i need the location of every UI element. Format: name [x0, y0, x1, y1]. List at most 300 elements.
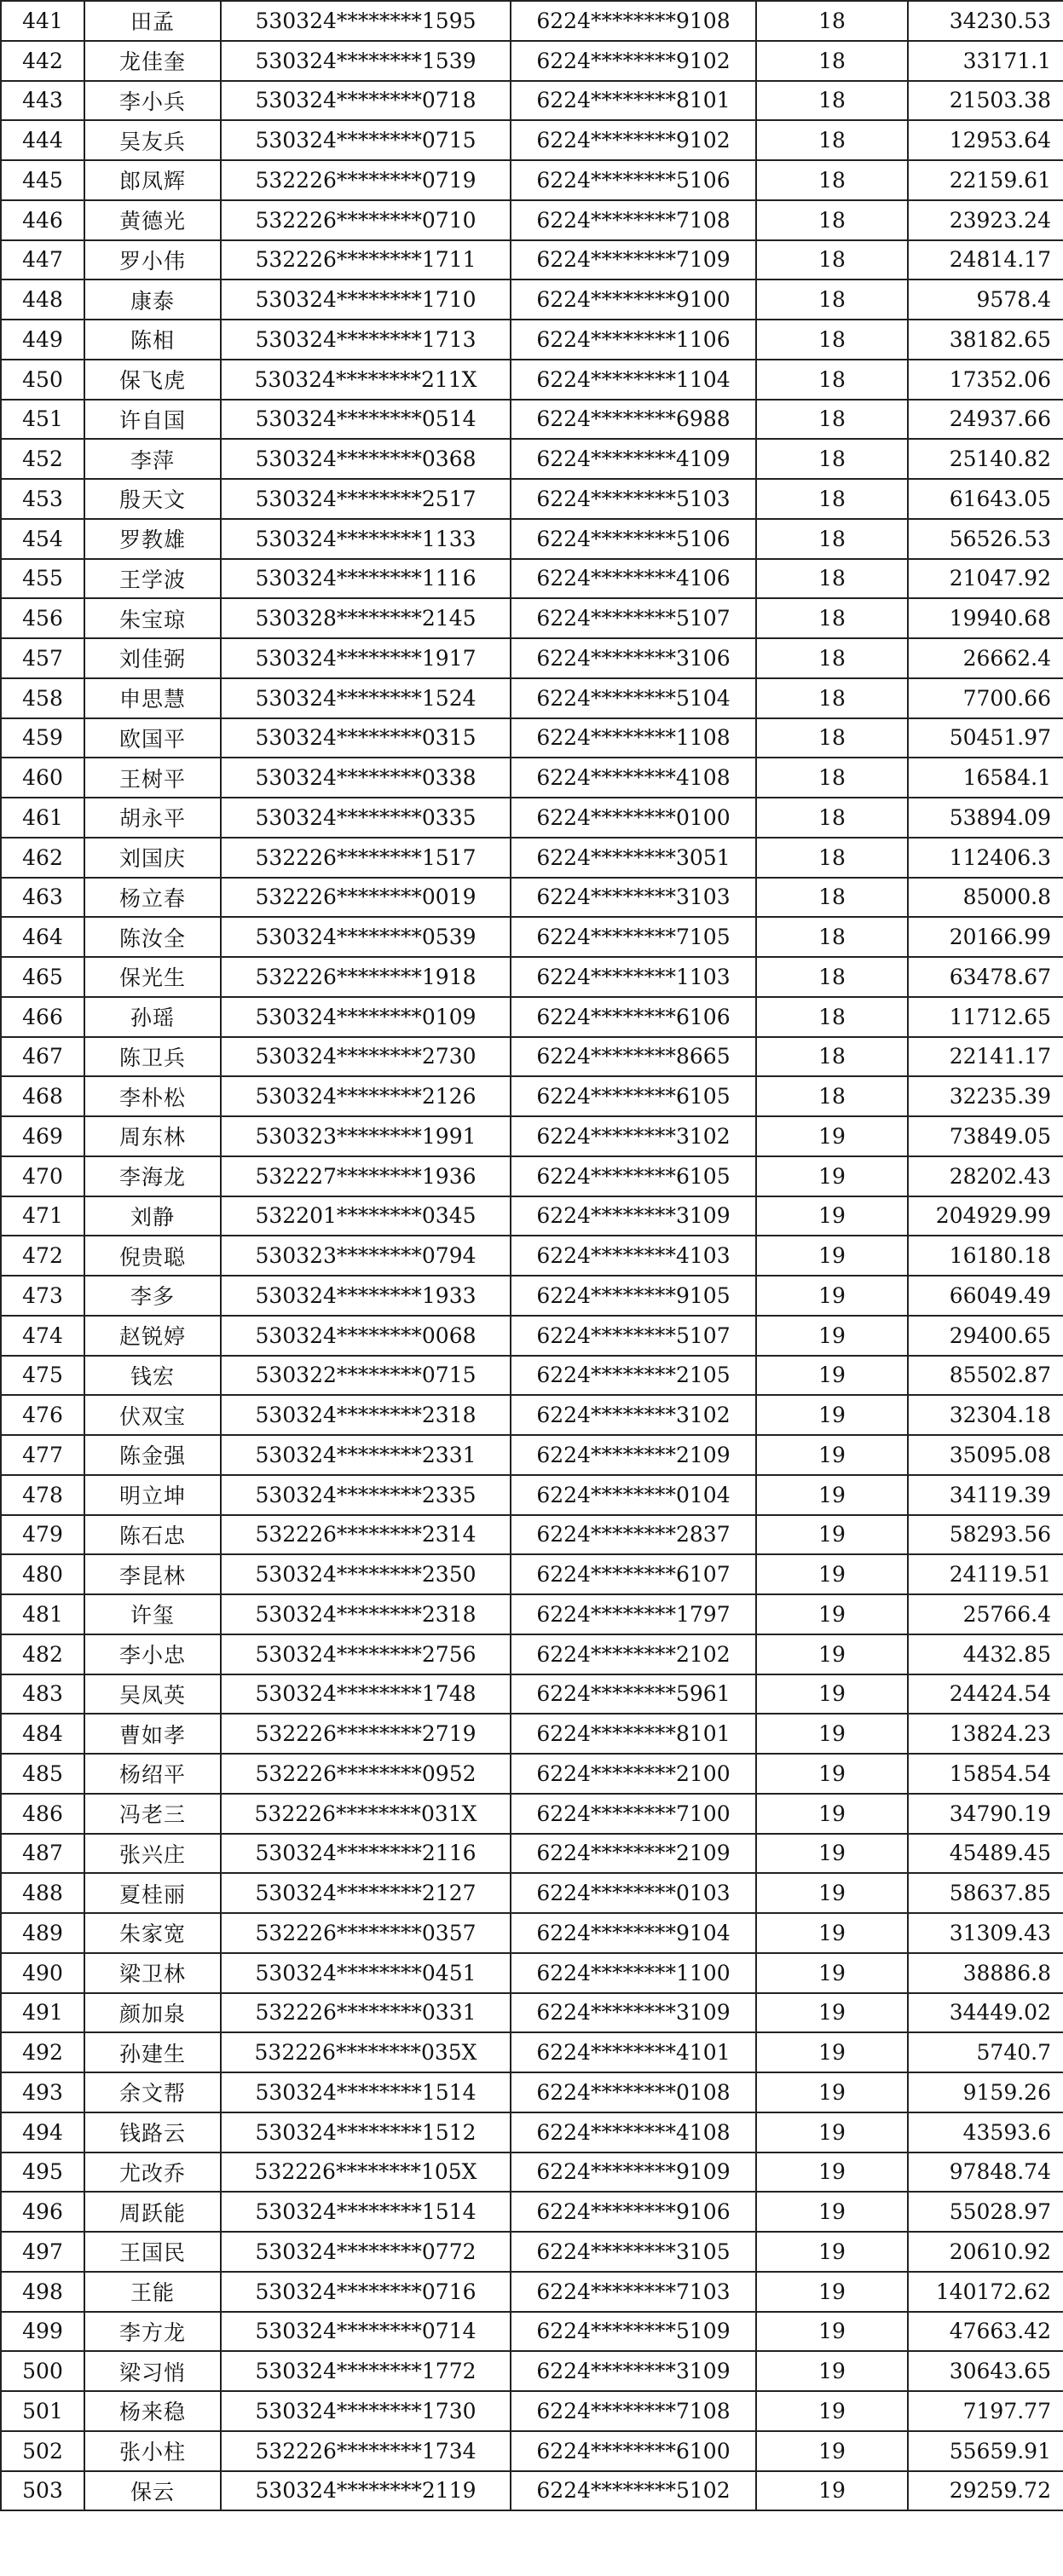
group-cell: 19	[756, 2152, 908, 2193]
amount-cell: 34790.19	[908, 1794, 1063, 1834]
table-row	[1, 1674, 1063, 1714]
name-cell: 保光生	[84, 957, 221, 997]
table-row	[1, 1953, 1063, 1993]
group-cell: 19	[756, 1594, 908, 1634]
amount-cell: 25766.4	[908, 1594, 1063, 1634]
id-number-cell: 530324********0068	[221, 1316, 511, 1356]
amount-cell: 11712.65	[908, 997, 1063, 1037]
table-row	[1, 41, 1063, 81]
id-number-cell: 532226********0357	[221, 1913, 511, 1953]
table-row	[1, 1834, 1063, 1874]
row-number-cell: 499	[1, 2312, 84, 2352]
bank-account-cell: 6224********4109	[511, 439, 756, 479]
amount-cell: 16180.18	[908, 1236, 1063, 1276]
row-number-cell: 493	[1, 2072, 84, 2112]
bank-account-cell: 6224********6107	[511, 1554, 756, 1594]
amount-cell: 73849.05	[908, 1116, 1063, 1156]
group-cell: 19	[756, 2072, 908, 2112]
table-row	[1, 2312, 1063, 2352]
name-cell: 杨绍平	[84, 1754, 221, 1794]
group-cell: 19	[756, 1196, 908, 1236]
row-number-cell: 477	[1, 1435, 84, 1475]
group-cell: 18	[756, 798, 908, 838]
bank-account-cell: 6224********5106	[511, 160, 756, 200]
row-number-cell: 460	[1, 758, 84, 798]
amount-cell: 33171.1	[908, 41, 1063, 81]
amount-cell: 32235.39	[908, 1076, 1063, 1116]
group-cell: 18	[756, 1076, 908, 1116]
id-number-cell: 530324********1748	[221, 1674, 511, 1714]
bank-account-cell: 6224********9102	[511, 120, 756, 160]
table-row	[1, 2272, 1063, 2312]
table-row	[1, 1037, 1063, 1077]
group-cell: 18	[756, 678, 908, 718]
group-cell: 19	[756, 2192, 908, 2232]
row-number-cell: 476	[1, 1395, 84, 1435]
row-number-cell: 441	[1, 1, 84, 41]
amount-cell: 38182.65	[908, 320, 1063, 360]
id-number-cell: 530324********0716	[221, 2272, 511, 2312]
group-cell: 18	[756, 838, 908, 878]
name-cell: 朱宝琼	[84, 598, 221, 638]
group-cell: 19	[756, 1674, 908, 1714]
amount-cell: 4432.85	[908, 1634, 1063, 1674]
group-cell: 19	[756, 2471, 908, 2511]
id-number-cell: 530324********0539	[221, 917, 511, 957]
table-row	[1, 1794, 1063, 1834]
row-number-cell: 484	[1, 1714, 84, 1754]
table-row	[1, 360, 1063, 400]
amount-cell: 16584.1	[908, 758, 1063, 798]
name-cell: 梁卫林	[84, 1953, 221, 1993]
table-row	[1, 1236, 1063, 1276]
group-cell: 18	[756, 360, 908, 400]
group-cell: 19	[756, 1834, 908, 1874]
group-cell: 18	[756, 320, 908, 360]
name-cell: 明立坤	[84, 1475, 221, 1515]
group-cell: 18	[756, 160, 908, 200]
group-cell: 19	[756, 1913, 908, 1953]
id-number-cell: 530324********1713	[221, 320, 511, 360]
row-number-cell: 453	[1, 479, 84, 519]
group-cell: 18	[756, 519, 908, 559]
group-cell: 19	[756, 1475, 908, 1515]
name-cell: 吴友兵	[84, 120, 221, 160]
group-cell: 19	[756, 2112, 908, 2152]
group-cell: 18	[756, 559, 908, 599]
name-cell: 王树平	[84, 758, 221, 798]
group-cell: 18	[756, 997, 908, 1037]
amount-cell: 43593.6	[908, 2112, 1063, 2152]
table-row	[1, 1116, 1063, 1156]
bank-account-cell: 6224********4108	[511, 2112, 756, 2152]
bank-account-cell: 6224********1797	[511, 1594, 756, 1634]
id-number-cell: 530324********2756	[221, 1634, 511, 1674]
id-number-cell: 530324********0715	[221, 120, 511, 160]
row-number-cell: 459	[1, 718, 84, 758]
row-number-cell: 448	[1, 279, 84, 320]
bank-account-cell: 6224********8101	[511, 81, 756, 121]
name-cell: 田孟	[84, 1, 221, 41]
bank-account-cell: 6224********3109	[511, 1196, 756, 1236]
bank-account-cell: 6224********4103	[511, 1236, 756, 1276]
bank-account-cell: 6224********9100	[511, 279, 756, 320]
group-cell: 19	[756, 2351, 908, 2391]
bank-account-cell: 6224********6988	[511, 400, 756, 440]
name-cell: 王学波	[84, 559, 221, 599]
bank-account-cell: 6224********7108	[511, 200, 756, 240]
row-number-cell: 492	[1, 2032, 84, 2072]
id-number-cell: 530324********2350	[221, 1554, 511, 1594]
table-row	[1, 120, 1063, 160]
name-cell: 李昆林	[84, 1554, 221, 1594]
amount-cell: 97848.74	[908, 2152, 1063, 2193]
group-cell: 19	[756, 1794, 908, 1834]
row-number-cell: 498	[1, 2272, 84, 2312]
id-number-cell: 530324********0315	[221, 718, 511, 758]
bank-account-cell: 6224********1104	[511, 360, 756, 400]
id-number-cell: 532227********1936	[221, 1156, 511, 1196]
id-number-cell: 530324********2119	[221, 2471, 511, 2511]
table-row	[1, 2391, 1063, 2431]
name-cell: 赵锐婷	[84, 1316, 221, 1356]
table-row	[1, 1634, 1063, 1674]
table-row	[1, 1, 1063, 41]
row-number-cell: 457	[1, 638, 84, 678]
bank-account-cell: 6224********5104	[511, 678, 756, 718]
amount-cell: 112406.3	[908, 838, 1063, 878]
name-cell: 许自国	[84, 400, 221, 440]
table-row	[1, 997, 1063, 1037]
bank-account-cell: 6224********9104	[511, 1913, 756, 1953]
id-number-cell: 530324********2127	[221, 1873, 511, 1913]
bank-account-cell: 6224********3103	[511, 878, 756, 918]
id-number-cell: 530324********0335	[221, 798, 511, 838]
id-number-cell: 530324********0714	[221, 2312, 511, 2352]
bank-account-cell: 6224********9108	[511, 1, 756, 41]
row-number-cell: 496	[1, 2192, 84, 2232]
bank-account-cell: 6224********6100	[511, 2431, 756, 2471]
amount-cell: 9159.26	[908, 2072, 1063, 2112]
id-number-cell: 532226********1517	[221, 838, 511, 878]
table-row	[1, 2471, 1063, 2511]
id-number-cell: 530324********2318	[221, 1594, 511, 1634]
row-number-cell: 470	[1, 1156, 84, 1196]
row-number-cell: 463	[1, 878, 84, 918]
group-cell: 19	[756, 2312, 908, 2352]
group-cell: 18	[756, 120, 908, 160]
bank-account-cell: 6224********3105	[511, 2232, 756, 2272]
bank-account-cell: 6224********1106	[511, 320, 756, 360]
name-cell: 钱路云	[84, 2112, 221, 2152]
amount-cell: 21503.38	[908, 81, 1063, 121]
row-number-cell: 456	[1, 598, 84, 638]
row-number-cell: 446	[1, 200, 84, 240]
id-number-cell: 532226********1711	[221, 240, 511, 280]
id-number-cell: 532226********2719	[221, 1714, 511, 1754]
row-number-cell: 442	[1, 41, 84, 81]
amount-cell: 7700.66	[908, 678, 1063, 718]
amount-cell: 56526.53	[908, 519, 1063, 559]
group-cell: 18	[756, 1, 908, 41]
group-cell: 18	[756, 479, 908, 519]
row-number-cell: 494	[1, 2112, 84, 2152]
name-cell: 保飞虎	[84, 360, 221, 400]
amount-cell: 30643.65	[908, 2351, 1063, 2391]
amount-cell: 25140.82	[908, 439, 1063, 479]
row-number-cell: 482	[1, 1634, 84, 1674]
amount-cell: 204929.99	[908, 1196, 1063, 1236]
row-number-cell: 491	[1, 1993, 84, 2033]
name-cell: 王国民	[84, 2232, 221, 2272]
row-number-cell: 450	[1, 360, 84, 400]
bank-account-cell: 6224********4101	[511, 2032, 756, 2072]
table-row	[1, 1356, 1063, 1396]
id-number-cell: 530323********1991	[221, 1116, 511, 1156]
group-cell: 18	[756, 279, 908, 320]
table-row	[1, 200, 1063, 240]
amount-cell: 20610.92	[908, 2232, 1063, 2272]
table-row	[1, 2232, 1063, 2272]
row-number-cell: 503	[1, 2471, 84, 2511]
bank-account-cell: 6224********9109	[511, 2152, 756, 2193]
bank-account-cell: 6224********0103	[511, 1873, 756, 1913]
amount-cell: 32304.18	[908, 1395, 1063, 1435]
name-cell: 冯老三	[84, 1794, 221, 1834]
id-number-cell: 532226********035X	[221, 2032, 511, 2072]
table-row	[1, 2032, 1063, 2072]
amount-cell: 38886.8	[908, 1953, 1063, 1993]
name-cell: 李多	[84, 1276, 221, 1316]
table-row	[1, 1435, 1063, 1475]
table-row	[1, 2431, 1063, 2471]
row-number-cell: 478	[1, 1475, 84, 1515]
bank-account-cell: 6224********5109	[511, 2312, 756, 2352]
id-number-cell: 530324********0338	[221, 758, 511, 798]
bank-account-cell: 6224********4106	[511, 559, 756, 599]
bank-account-cell: 6224********8101	[511, 1714, 756, 1754]
table-row	[1, 2351, 1063, 2391]
id-number-cell: 530324********0772	[221, 2232, 511, 2272]
id-number-cell: 530324********0514	[221, 400, 511, 440]
bank-account-cell: 6224********3109	[511, 2351, 756, 2391]
amount-cell: 15854.54	[908, 1754, 1063, 1794]
name-cell: 杨立春	[84, 878, 221, 918]
row-number-cell: 485	[1, 1754, 84, 1794]
table-row	[1, 519, 1063, 559]
amount-cell: 66049.49	[908, 1276, 1063, 1316]
amount-cell: 47663.42	[908, 2312, 1063, 2352]
row-number-cell: 451	[1, 400, 84, 440]
table-row	[1, 2152, 1063, 2193]
row-number-cell: 452	[1, 439, 84, 479]
id-number-cell: 530324********2335	[221, 1475, 511, 1515]
name-cell: 倪贵聪	[84, 1236, 221, 1276]
id-number-cell: 530322********0715	[221, 1356, 511, 1396]
amount-cell: 24119.51	[908, 1554, 1063, 1594]
group-cell: 18	[756, 598, 908, 638]
group-cell: 18	[756, 400, 908, 440]
bank-account-cell: 6224********2837	[511, 1515, 756, 1555]
name-cell: 李方龙	[84, 2312, 221, 2352]
name-cell: 罗教雄	[84, 519, 221, 559]
bank-account-cell: 6224********9105	[511, 1276, 756, 1316]
id-number-cell: 530324********2116	[221, 1834, 511, 1874]
bank-account-cell: 6224********2105	[511, 1356, 756, 1396]
bank-account-cell: 6224********2100	[511, 1754, 756, 1794]
bank-account-cell: 6224********7108	[511, 2391, 756, 2431]
id-number-cell: 532226********1734	[221, 2431, 511, 2471]
name-cell: 郎凤辉	[84, 160, 221, 200]
amount-cell: 85502.87	[908, 1356, 1063, 1396]
id-number-cell: 532226********2314	[221, 1515, 511, 1555]
bank-account-cell: 6224********8665	[511, 1037, 756, 1077]
row-number-cell: 465	[1, 957, 84, 997]
name-cell: 王能	[84, 2272, 221, 2312]
bank-account-cell: 6224********5106	[511, 519, 756, 559]
amount-cell: 24814.17	[908, 240, 1063, 280]
group-cell: 19	[756, 1236, 908, 1276]
amount-cell: 50451.97	[908, 718, 1063, 758]
name-cell: 刘国庆	[84, 838, 221, 878]
id-number-cell: 530324********1512	[221, 2112, 511, 2152]
row-number-cell: 475	[1, 1356, 84, 1396]
name-cell: 李萍	[84, 439, 221, 479]
amount-cell: 23923.24	[908, 200, 1063, 240]
table-row	[1, 160, 1063, 200]
name-cell: 龙佳奎	[84, 41, 221, 81]
id-number-cell: 530324********1514	[221, 2192, 511, 2232]
name-cell: 钱宏	[84, 1356, 221, 1396]
amount-cell: 7197.77	[908, 2391, 1063, 2431]
id-number-cell: 530324********0368	[221, 439, 511, 479]
table-row	[1, 1873, 1063, 1913]
name-cell: 刘佳弼	[84, 638, 221, 678]
name-cell: 颜加泉	[84, 1993, 221, 2033]
name-cell: 夏桂丽	[84, 1873, 221, 1913]
bank-account-cell: 6224********5102	[511, 2471, 756, 2511]
amount-cell: 58637.85	[908, 1873, 1063, 1913]
name-cell: 李朴松	[84, 1076, 221, 1116]
row-number-cell: 479	[1, 1515, 84, 1555]
group-cell: 19	[756, 1754, 908, 1794]
group-cell: 19	[756, 1554, 908, 1594]
id-number-cell: 530324********1730	[221, 2391, 511, 2431]
bank-account-cell: 6224********5103	[511, 479, 756, 519]
table-row	[1, 1276, 1063, 1316]
row-number-cell: 449	[1, 320, 84, 360]
group-cell: 19	[756, 1953, 908, 1993]
amount-cell: 22159.61	[908, 160, 1063, 200]
id-number-cell: 530324********1917	[221, 638, 511, 678]
row-number-cell: 467	[1, 1037, 84, 1077]
table-row	[1, 81, 1063, 121]
table-row	[1, 400, 1063, 440]
bank-account-cell: 6224********1103	[511, 957, 756, 997]
bank-account-cell: 6224********3106	[511, 638, 756, 678]
table-row	[1, 638, 1063, 678]
name-cell: 许玺	[84, 1594, 221, 1634]
id-number-cell: 530324********1524	[221, 678, 511, 718]
id-number-cell: 530324********2318	[221, 1395, 511, 1435]
row-number-cell: 483	[1, 1674, 84, 1714]
amount-cell: 19940.68	[908, 598, 1063, 638]
table-row	[1, 1316, 1063, 1356]
row-number-cell: 474	[1, 1316, 84, 1356]
amount-cell: 34449.02	[908, 1993, 1063, 2033]
amount-cell: 5740.7	[908, 2032, 1063, 2072]
amount-cell: 20166.99	[908, 917, 1063, 957]
name-cell: 孙建生	[84, 2032, 221, 2072]
name-cell: 李小忠	[84, 1634, 221, 1674]
row-number-cell: 501	[1, 2391, 84, 2431]
bank-account-cell: 6224********3109	[511, 1993, 756, 2033]
bank-account-cell: 6224********4108	[511, 758, 756, 798]
group-cell: 18	[756, 41, 908, 81]
id-number-cell: 530324********1933	[221, 1276, 511, 1316]
row-number-cell: 464	[1, 917, 84, 957]
row-number-cell: 473	[1, 1276, 84, 1316]
amount-cell: 29400.65	[908, 1316, 1063, 1356]
group-cell: 18	[756, 718, 908, 758]
row-number-cell: 502	[1, 2431, 84, 2471]
row-number-cell: 445	[1, 160, 84, 200]
bank-account-cell: 6224********2109	[511, 1834, 756, 1874]
bank-account-cell: 6224********5107	[511, 598, 756, 638]
id-number-cell: 532226********0710	[221, 200, 511, 240]
group-cell: 18	[756, 81, 908, 121]
bank-account-cell: 6224********6106	[511, 997, 756, 1037]
group-cell: 19	[756, 1316, 908, 1356]
id-number-cell: 532226********105X	[221, 2152, 511, 2193]
name-cell: 曹如孝	[84, 1714, 221, 1754]
bank-account-cell: 6224********5107	[511, 1316, 756, 1356]
group-cell: 19	[756, 1634, 908, 1674]
name-cell: 余文帮	[84, 2072, 221, 2112]
name-cell: 梁习悄	[84, 2351, 221, 2391]
table-row	[1, 2112, 1063, 2152]
group-cell: 19	[756, 1116, 908, 1156]
table-row	[1, 1196, 1063, 1236]
name-cell: 周东林	[84, 1116, 221, 1156]
name-cell: 孙瑶	[84, 997, 221, 1037]
group-cell: 19	[756, 1515, 908, 1555]
group-cell: 19	[756, 2272, 908, 2312]
amount-cell: 17352.06	[908, 360, 1063, 400]
name-cell: 朱家宽	[84, 1913, 221, 1953]
name-cell: 罗小伟	[84, 240, 221, 280]
group-cell: 18	[756, 240, 908, 280]
amount-cell: 45489.45	[908, 1834, 1063, 1874]
name-cell: 康泰	[84, 279, 221, 320]
bank-account-cell: 6224********1100	[511, 1953, 756, 1993]
id-number-cell: 532226********0952	[221, 1754, 511, 1794]
table-row	[1, 1754, 1063, 1794]
id-number-cell: 532226********1918	[221, 957, 511, 997]
row-number-cell: 462	[1, 838, 84, 878]
amount-cell: 61643.05	[908, 479, 1063, 519]
bank-account-cell: 6224********7100	[511, 1794, 756, 1834]
amount-cell: 22141.17	[908, 1037, 1063, 1077]
row-number-cell: 489	[1, 1913, 84, 1953]
name-cell: 尤改乔	[84, 2152, 221, 2193]
id-number-cell: 530324********0109	[221, 997, 511, 1037]
group-cell: 18	[756, 200, 908, 240]
table-row	[1, 678, 1063, 718]
table-row	[1, 1913, 1063, 1953]
row-number-cell: 472	[1, 1236, 84, 1276]
name-cell: 陈金强	[84, 1435, 221, 1475]
